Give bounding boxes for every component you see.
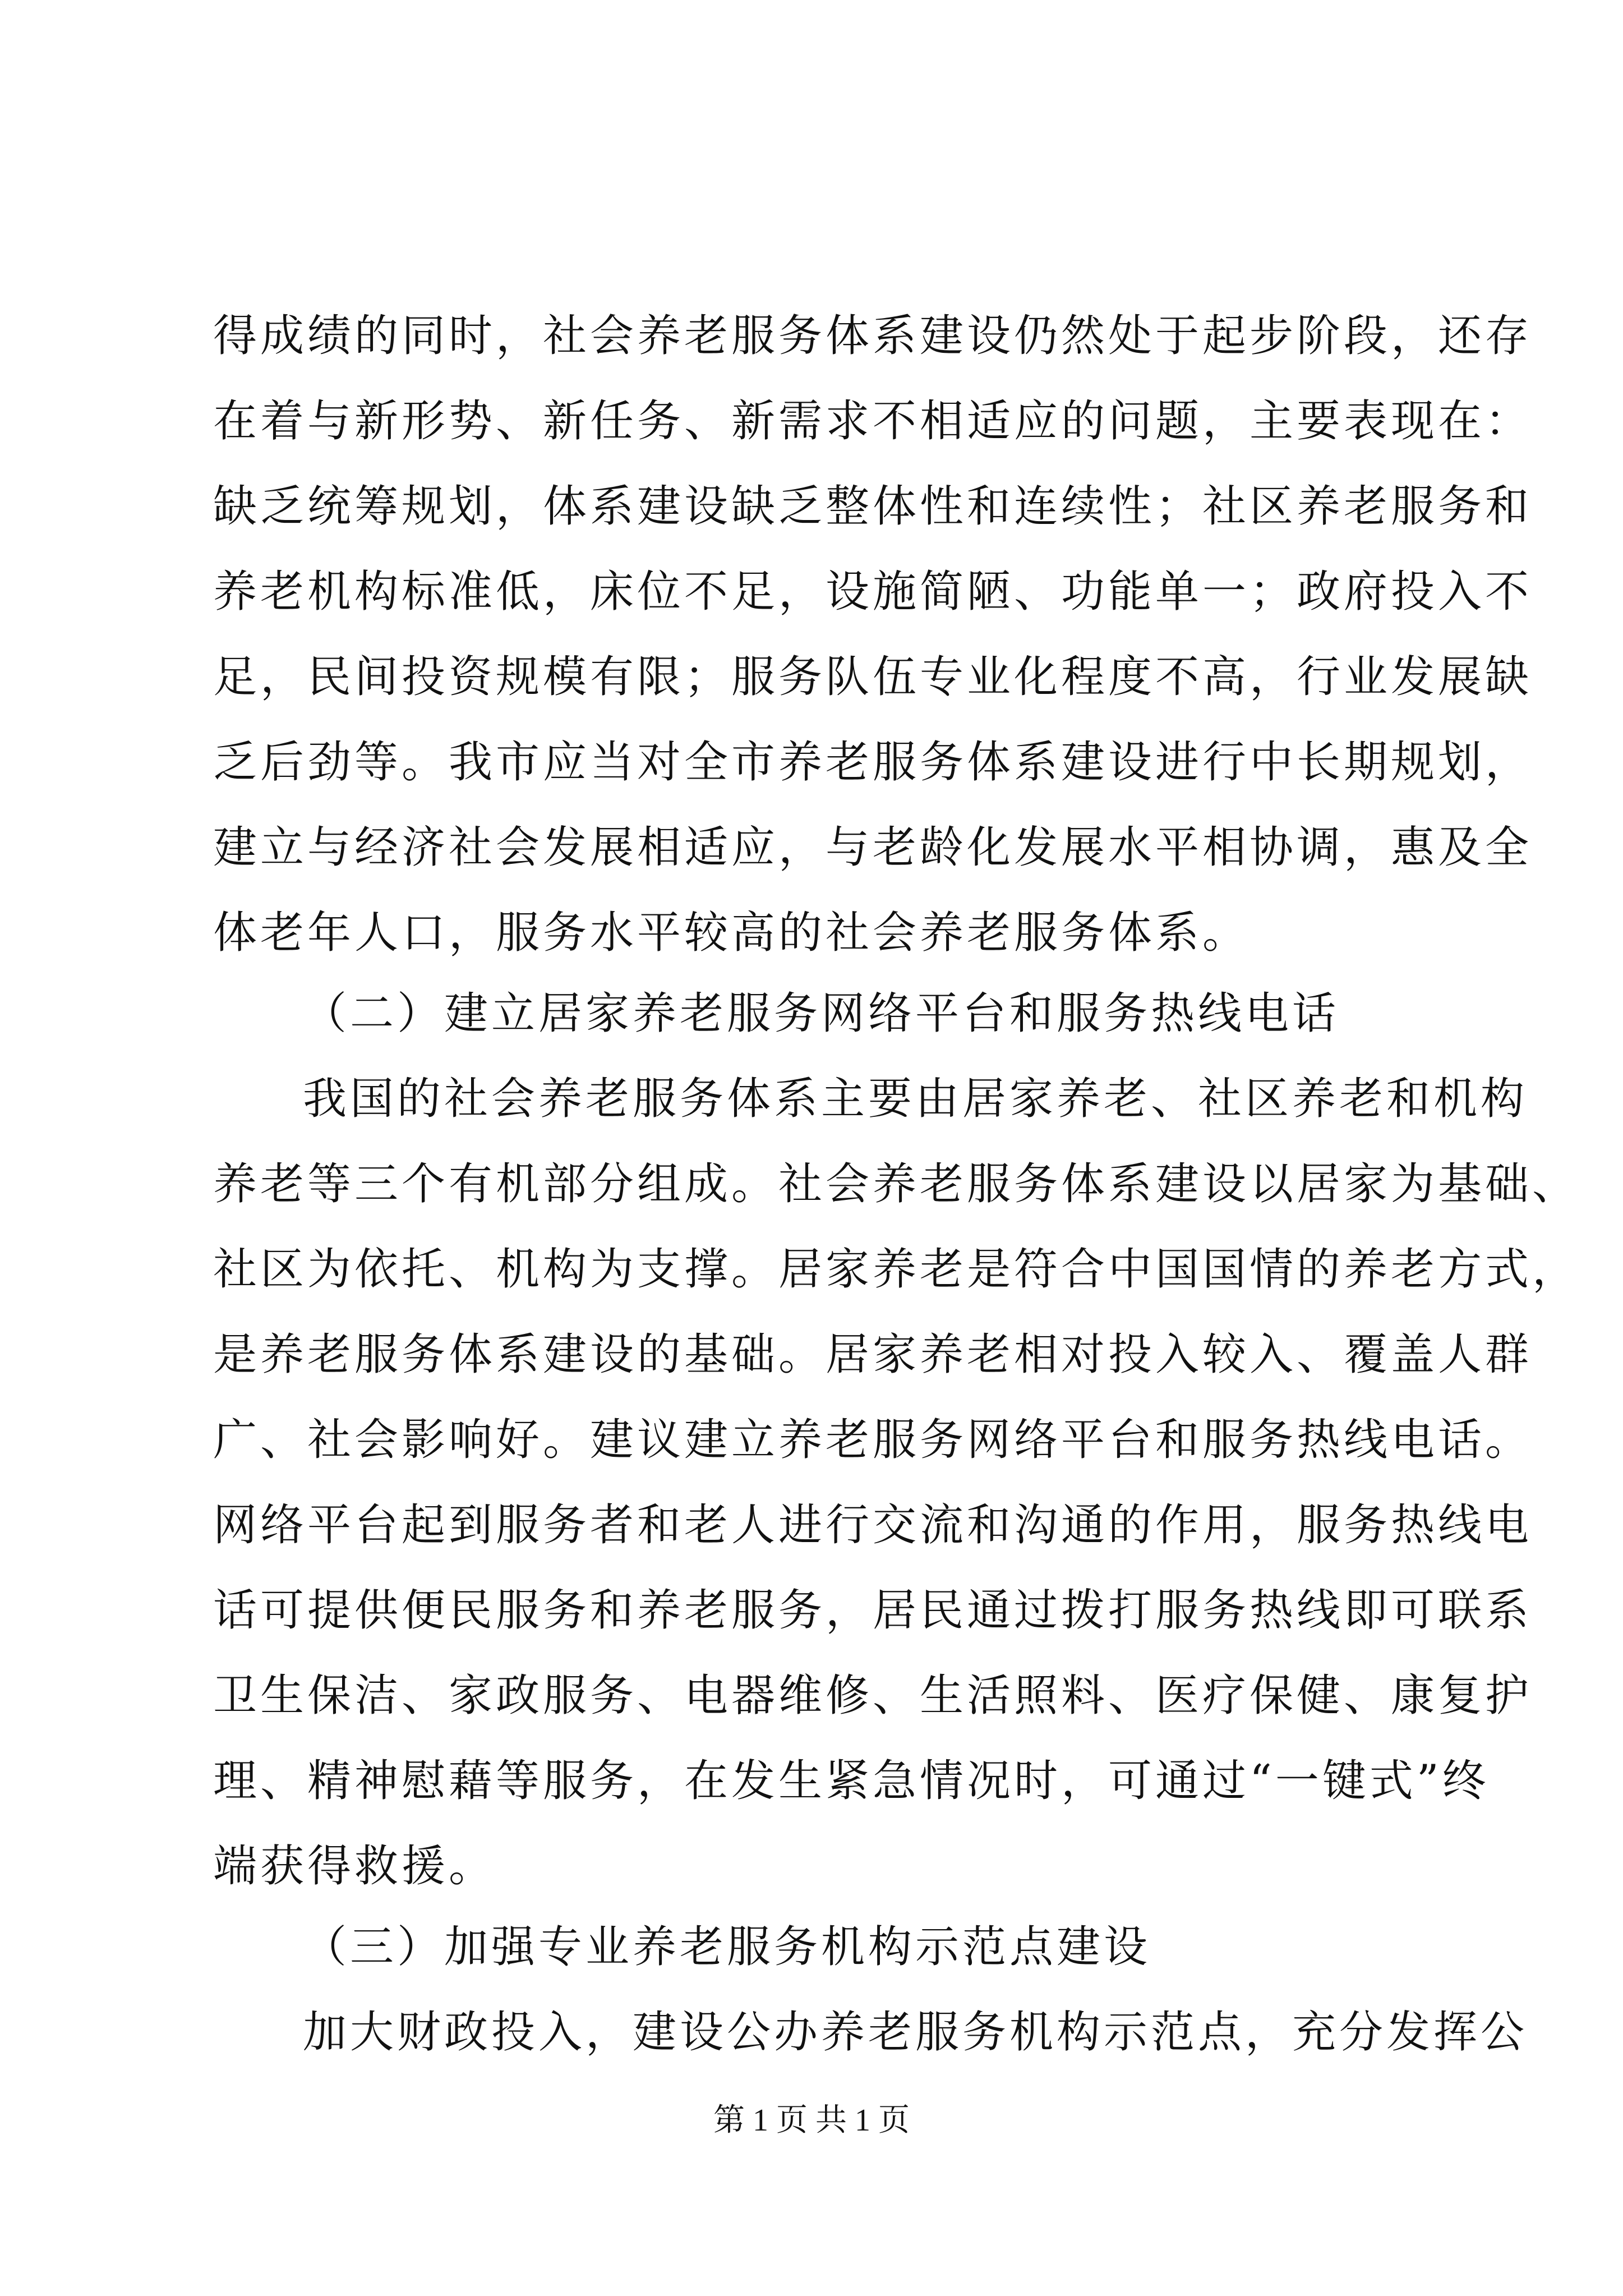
body-text-line: 在着与新形势、新任务、新需求不相适应的问题，主要表现在：	[213, 396, 1533, 447]
body-text-line: 足，民间投资规模有限；服务队伍专业化程度不高，行业发展缺	[213, 652, 1533, 702]
body-text-line: 网络平台起到服务者和老人进行交流和沟通的作用，服务热线电	[213, 1500, 1533, 1550]
body-text-line: 养老机构标准低，床位不足，设施简陋、功能单一；政府投入不	[213, 567, 1533, 617]
body-text-line: 话可提供便民服务和养老服务，居民通过拨打服务热线即可联系	[213, 1585, 1533, 1636]
body-text-line: 得成绩的同时，社会养老服务体系建设仍然处于起步阶段，还存	[213, 311, 1533, 361]
body-text-line: 缺乏统筹规划，体系建设缺乏整体性和连续性；社区养老服务和	[213, 481, 1533, 532]
body-text-line: 加大财政投入，建设公办养老服务机构示范点，充分发挥公	[303, 2007, 1528, 2058]
body-text-line: 理、精神慰藉等服务，在发生紧急情况时，可通过“一键式”终	[213, 1756, 1490, 1806]
body-text-line: 我国的社会养老服务体系主要由居家养老、社区养老和机构	[303, 1074, 1528, 1124]
body-text-line: 建立与经济社会发展相适应，与老龄化发展水平相协调，惠及全	[213, 822, 1533, 873]
page-footer: 第 1 页 共 1 页	[713, 2103, 910, 2138]
section-heading: （三）加强专业养老服务机构示范点建设	[303, 1922, 1151, 1972]
body-text-line: 广、社会影响好。建议建立养老服务网络平台和服务热线电话。	[213, 1415, 1533, 1465]
body-text-line: 是养老服务体系建设的基础。居家养老相对投入较入、覆盖人群	[213, 1329, 1533, 1380]
body-text-line: 卫生保洁、家政服务、电器维修、生活照料、医疗保健、康复护	[213, 1671, 1533, 1721]
body-text-line: 端获得救援。	[213, 1841, 496, 1892]
body-text-line: 养老等三个有机部分组成。社会养老服务体系建设以居家为基础、	[213, 1159, 1580, 1209]
body-text-line: 社区为依托、机构为支撑。居家养老是符合中国国情的养老方式，	[213, 1244, 1580, 1295]
section-heading: （二）建立居家养老服务网络平台和服务热线电话	[303, 988, 1340, 1039]
body-text-line: 乏后劲等。我市应当对全市养老服务体系建设进行中长期规划，	[213, 737, 1533, 788]
body-text-line: 体老年人口，服务水平较高的社会养老服务体系。	[213, 908, 1250, 958]
